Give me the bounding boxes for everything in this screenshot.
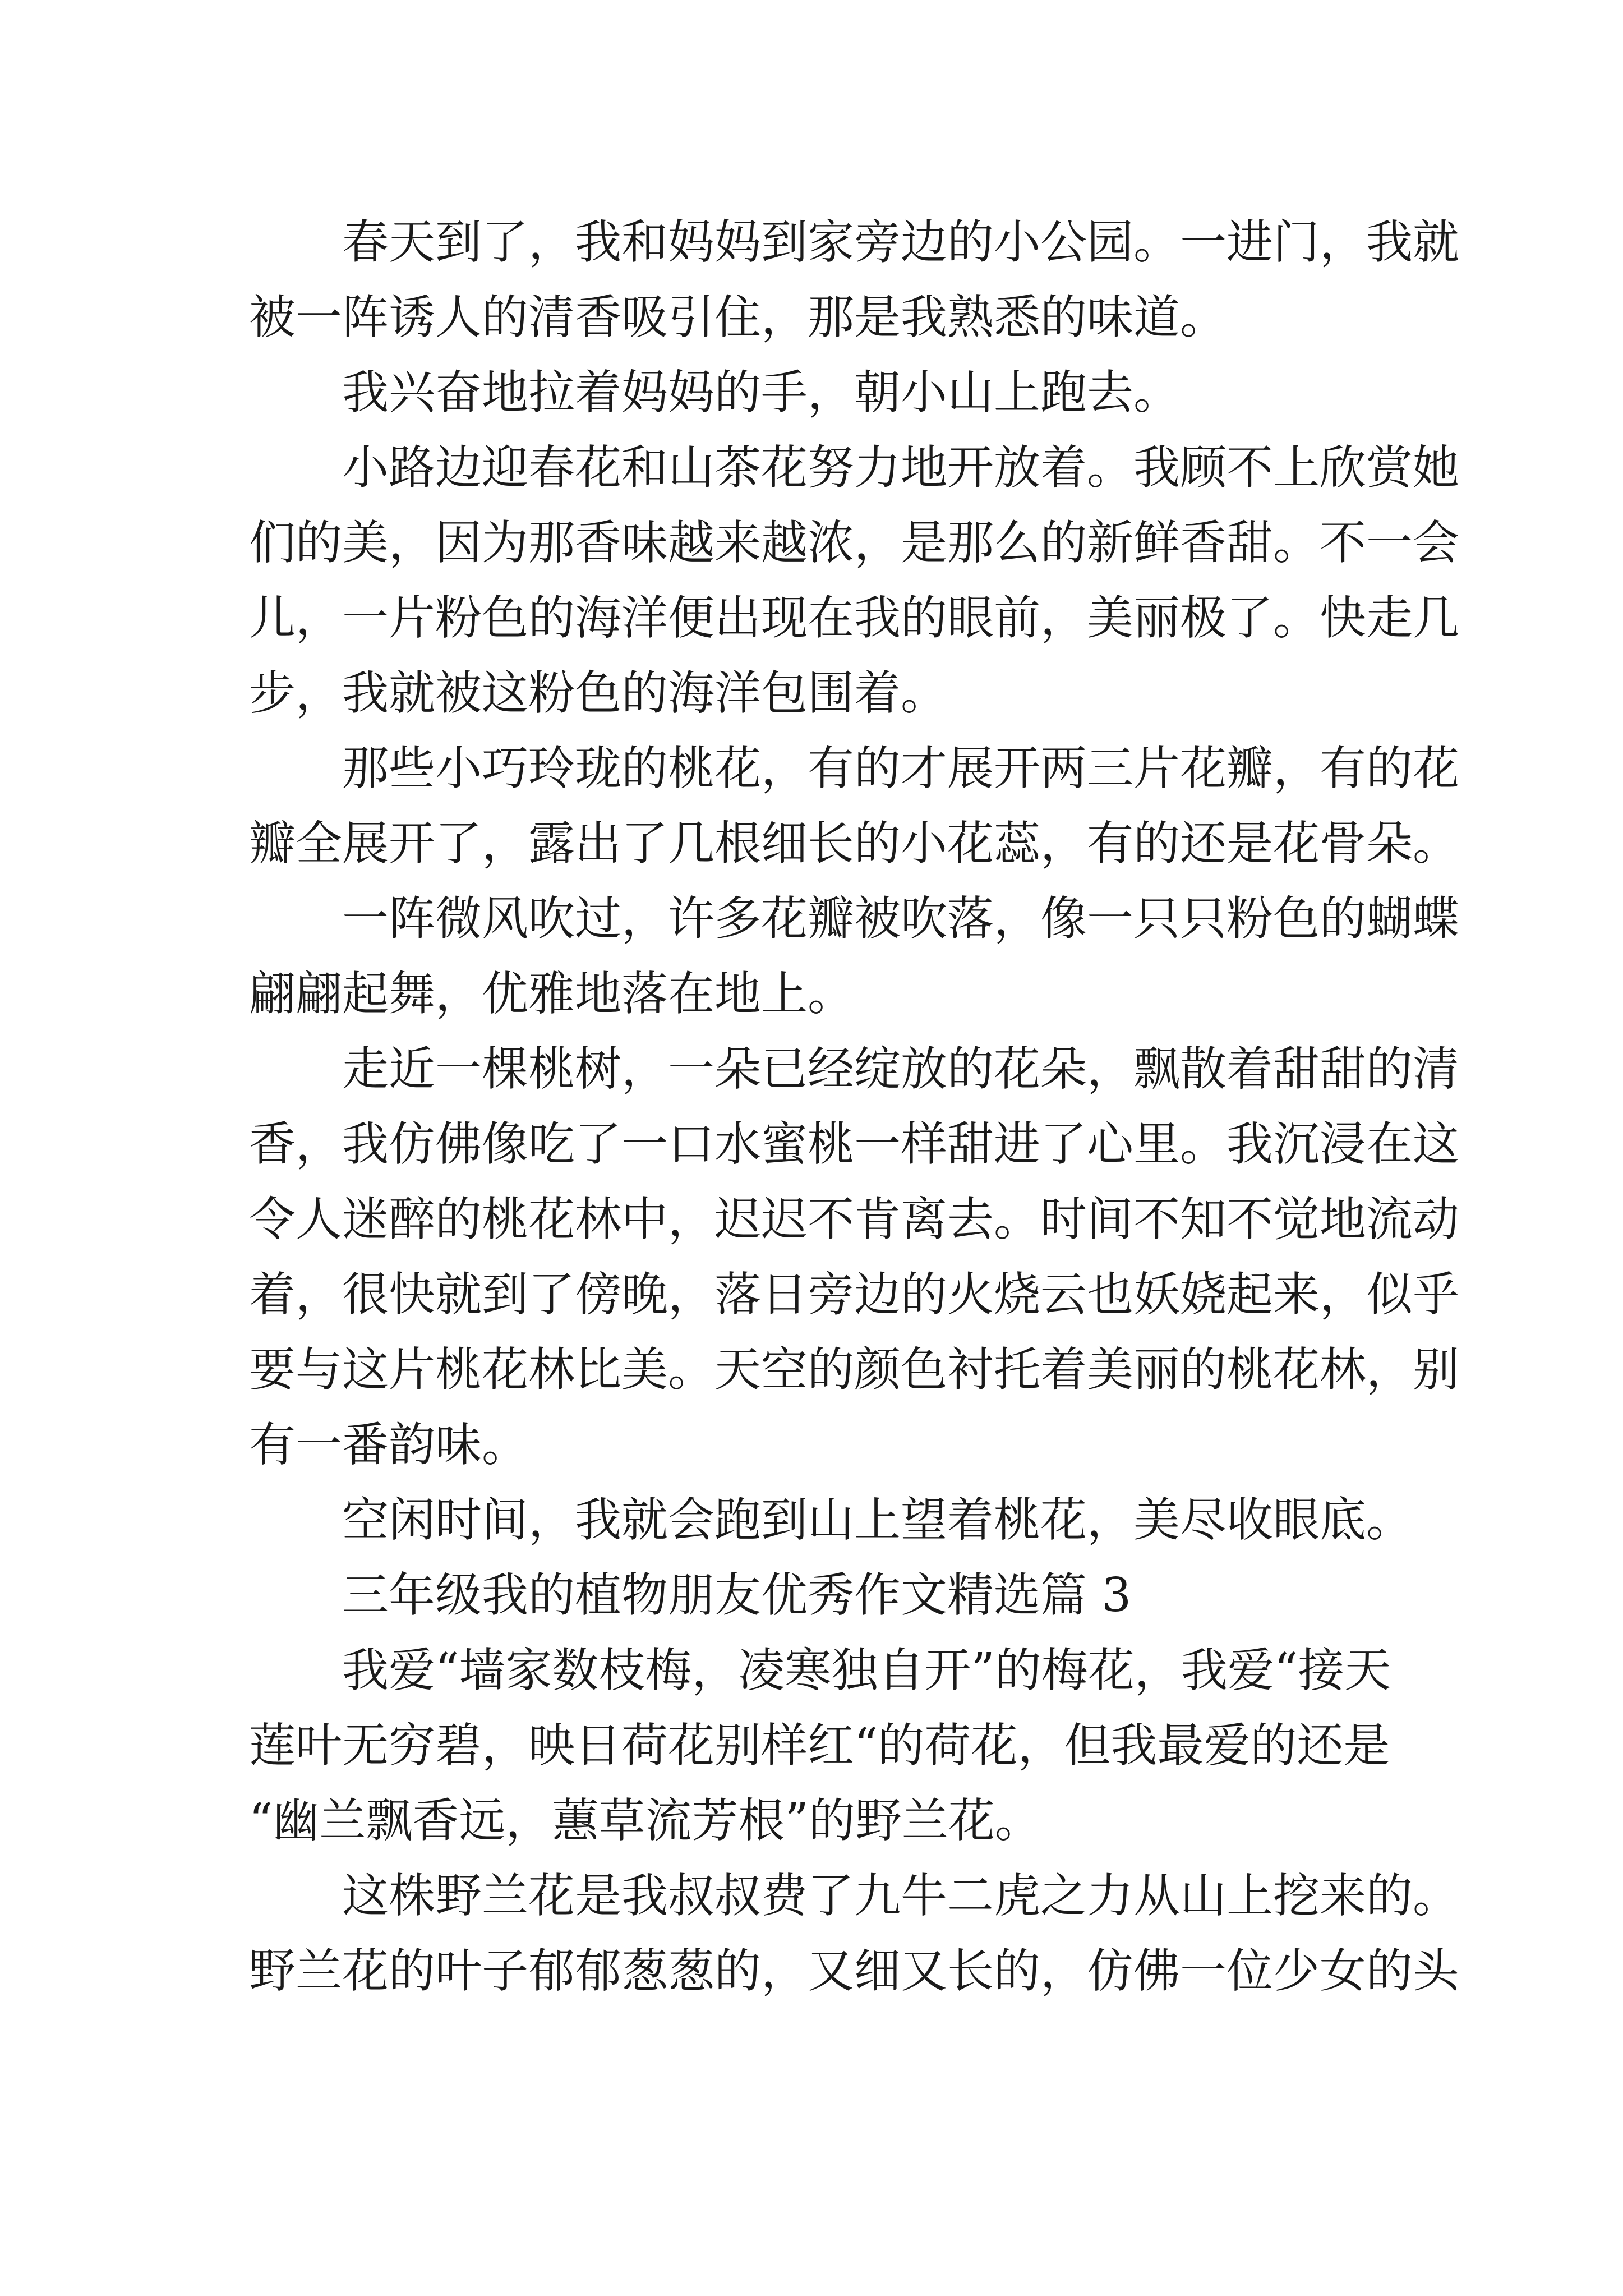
paragraph-line: 我兴奋地拉着妈妈的手，朝小山上跑去。 [342, 365, 1180, 420]
paragraph-line: 儿，一片粉色的海洋便出现在我的眼前，美丽极了。快走几 [249, 591, 1459, 645]
paragraph-line: 小路边迎春花和山茶花努力地开放着。我顾不上欣赏她 [342, 440, 1459, 495]
essay-body [249, 205, 1459, 2009]
paragraph-line: 那些小巧玲珑的桃花，有的才展开两三片花瓣，有的花 [342, 741, 1459, 795]
paragraph-line: 莲叶无穷碧，映日荷花别样红“的荷花，但我最爱的还是 [249, 1718, 1390, 1773]
paragraph-line: 走近一棵桃树，一朵已经绽放的花朵，飘散着甜甜的清 [342, 1042, 1459, 1096]
paragraph-line: “幽兰飘香远，蕙草流芳根”的野兰花。 [249, 1793, 1041, 1848]
paragraph-line: 翩翩起舞，优雅地落在地上。 [249, 967, 854, 1021]
paragraph-line: 们的美，因为那香味越来越浓，是那么的新鲜香甜。不一会 [249, 516, 1459, 570]
paragraph-line: 令人迷醉的桃花林中，迟迟不肯离去。时间不知不觉地流动 [249, 1192, 1459, 1246]
paragraph-line: 我爱“墙家数枝梅，凌寒独自开”的梅花，我爱“接天 [342, 1643, 1391, 1697]
paragraph-line: 有一番韵味。 [249, 1418, 528, 1472]
section-heading: 三年级我的植物朋友优秀作文精选篇 3 [342, 1568, 1132, 1622]
paragraph-line: 春天到了，我和妈妈到家旁边的小公园。一进门，我就 [342, 215, 1459, 269]
paragraph-line: 香，我仿佛像吃了一口水蜜桃一样甜进了心里。我沉浸在这 [249, 1117, 1459, 1171]
paragraph-line: 步，我就被这粉色的海洋包围着。 [249, 666, 947, 720]
paragraph-line: 这株野兰花是我叔叔费了九牛二虎之力从山上挖来的。 [342, 1869, 1459, 1923]
paragraph-line: 要与这片桃花林比美。天空的颜色衬托着美丽的桃花林，别 [249, 1342, 1459, 1397]
paragraph-line: 瓣全展开了，露出了几根细长的小花蕊，有的还是花骨朵。 [249, 816, 1459, 871]
paragraph-line: 空闲时间，我就会跑到山上望着桃花，美尽收眼底。 [342, 1493, 1413, 1547]
paragraph-line: 被一阵诱人的清香吸引住，那是我熟悉的味道。 [249, 290, 1227, 344]
paragraph-line: 一阵微风吹过，许多花瓣被吹落，像一只只粉色的蝴蝶 [342, 891, 1459, 946]
paragraph-line: 着，很快就到了傍晚，落日旁边的火烧云也妖娆起来，似乎 [249, 1267, 1459, 1322]
paragraph-line: 野兰花的叶子郁郁葱葱的，又细又长的，仿佛一位少女的头 [249, 1944, 1459, 1998]
